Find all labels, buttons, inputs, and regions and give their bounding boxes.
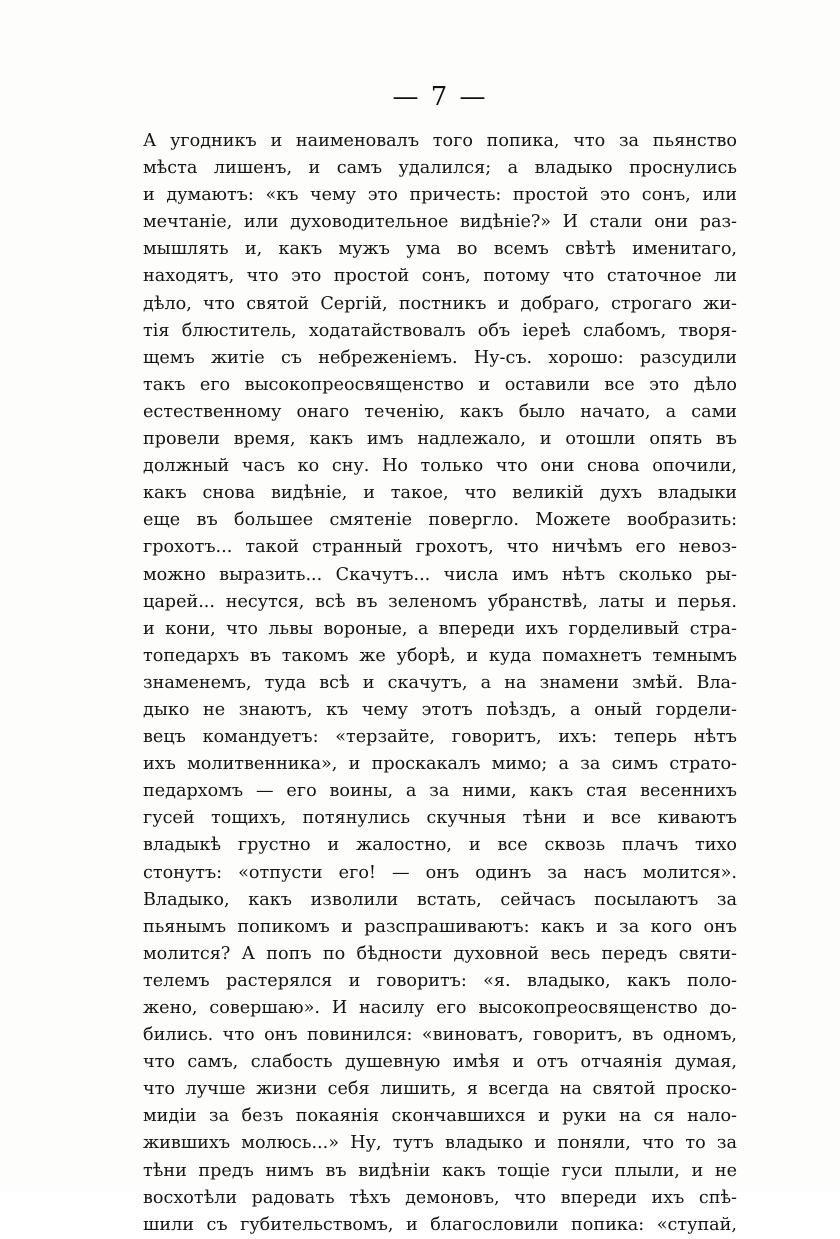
text-line: владыкѣ грустно и жалостно, и все сквозь плачъ тихо <box>143 835 737 856</box>
page-number: — 7 — <box>392 82 488 112</box>
text-line: и кони, что львы вороные, а впереди ихъ горделивый стра- <box>143 618 737 639</box>
text-line: мечтаніе, или духоводительное видѣніе?» И стали они раз- <box>143 212 737 233</box>
text-line: что самъ, слабость душевную имѣя и отъ отчаянія думая, <box>143 1052 737 1073</box>
text-line: бились. что онъ повинился: «виноватъ, говоритъ, въ одномъ, <box>143 1025 737 1046</box>
text-line: пьянымъ попикомъ и разспрашиваютъ: какъ и за кого онъ <box>143 916 737 937</box>
text-line: должный часъ ко сну. Но только что они снова опочили, <box>143 456 737 477</box>
text-line: еще въ большее смятеніе повергло. Можете вообразить: <box>143 510 737 531</box>
text-line: царей... несутся, всѣ въ зеленомъ убранствѣ, латы и перья. <box>143 591 737 612</box>
text-line: молится? А попъ по бѣдности духовной весь передъ святи- <box>143 943 737 964</box>
text-line: А угодникъ и наименовалъ того попика, что за пьянство <box>143 131 737 151</box>
text-line: тѣни предъ нимъ въ видѣніи какъ тощіе гуси плыли, и не <box>143 1160 737 1181</box>
text-line: телемъ растерялся и говоритъ: «я. владыко, какъ поло- <box>143 970 737 991</box>
text-line: щемъ житіе съ небреженіемъ. Ну-съ. хорошо: разсудили <box>143 347 737 368</box>
text-line: дѣло, что святой Сергій, постникъ и добраго, строгаго жи- <box>143 293 737 314</box>
text-line: ихъ молитвенника», и проскакалъ мимо; а за симъ страто- <box>143 754 737 775</box>
text-line: восхотѣли радовать тѣхъ демоновъ, что впереди ихъ спѣ- <box>143 1187 737 1208</box>
text-line: мышлять и, какъ мужъ ума во всемъ свѣтѣ именитаго, <box>143 239 737 260</box>
text-line: педархомъ — его воины, а за ними, какъ стая весеннихъ <box>143 781 737 802</box>
text-line: жившихъ молюсь...» Ну, тутъ владыко и поняли, что то за <box>143 1133 737 1154</box>
text-line: естественному онаго теченію, какъ было начато, а сами <box>143 401 737 422</box>
text-line: стонутъ: «отпусти его! — онъ одинъ за насъ молится». <box>143 862 737 883</box>
text-line: знаменемъ, туда всѣ и скачутъ, а на знамени змѣй. Вла- <box>143 672 737 693</box>
text-line: провели время, какъ имъ надлежало, и отошли опять въ <box>143 429 737 450</box>
text-line: гусей тощихъ, потянулись скучныя тѣни и все киваютъ <box>143 808 737 829</box>
text-line: шили съ губительствомъ, и благословили попика: «ступай, <box>143 1214 737 1235</box>
text-line: тія блюститель, ходатайствовалъ объ іереѣ слабомъ, творя- <box>143 320 737 341</box>
text-line: и думаютъ: «къ чему это причесть: простой это сонъ, или <box>143 185 737 206</box>
body-text <box>143 128 737 1239</box>
text-line: что лучше жизни себя лишить, я всегда на святой проско- <box>143 1079 737 1100</box>
text-line: находятъ, что это простой сонъ, потому что статочное ли <box>143 266 737 287</box>
text-line: жено, совершаю». И насилу его высокопреосвященство до- <box>143 998 737 1018</box>
text-line: можно выразить... Скачутъ... числа имъ нѣтъ сколько ры- <box>143 564 737 585</box>
text-line: такъ его высокопреосвященство и оставили все это дѣло <box>143 374 737 395</box>
text-line: мидіи за безъ покаянія скончавшихся и руки на ся нало- <box>143 1106 737 1127</box>
text-line: дыко не знаютъ, къ чему этотъ поѣздъ, а оный гордели- <box>143 699 737 720</box>
text-line: какъ снова видѣніе, и такое, что великій духъ владыки <box>143 483 737 504</box>
text-line: вецъ командуетъ: «терзайте, говоритъ, ихъ: теперь нѣтъ <box>143 727 737 748</box>
text-line: грохотъ... такой странный грохотъ, что ничѣмъ его невоз- <box>143 537 737 558</box>
text-line: мѣста лишенъ, и самъ удалился; а владыко проснулись <box>143 158 737 179</box>
text-line: топедархъ въ такомъ же уборѣ, и куда помахнетъ темнымъ <box>143 645 737 666</box>
text-line: Владыко, какъ изволили встать, сейчасъ посылаютъ за <box>143 889 737 910</box>
